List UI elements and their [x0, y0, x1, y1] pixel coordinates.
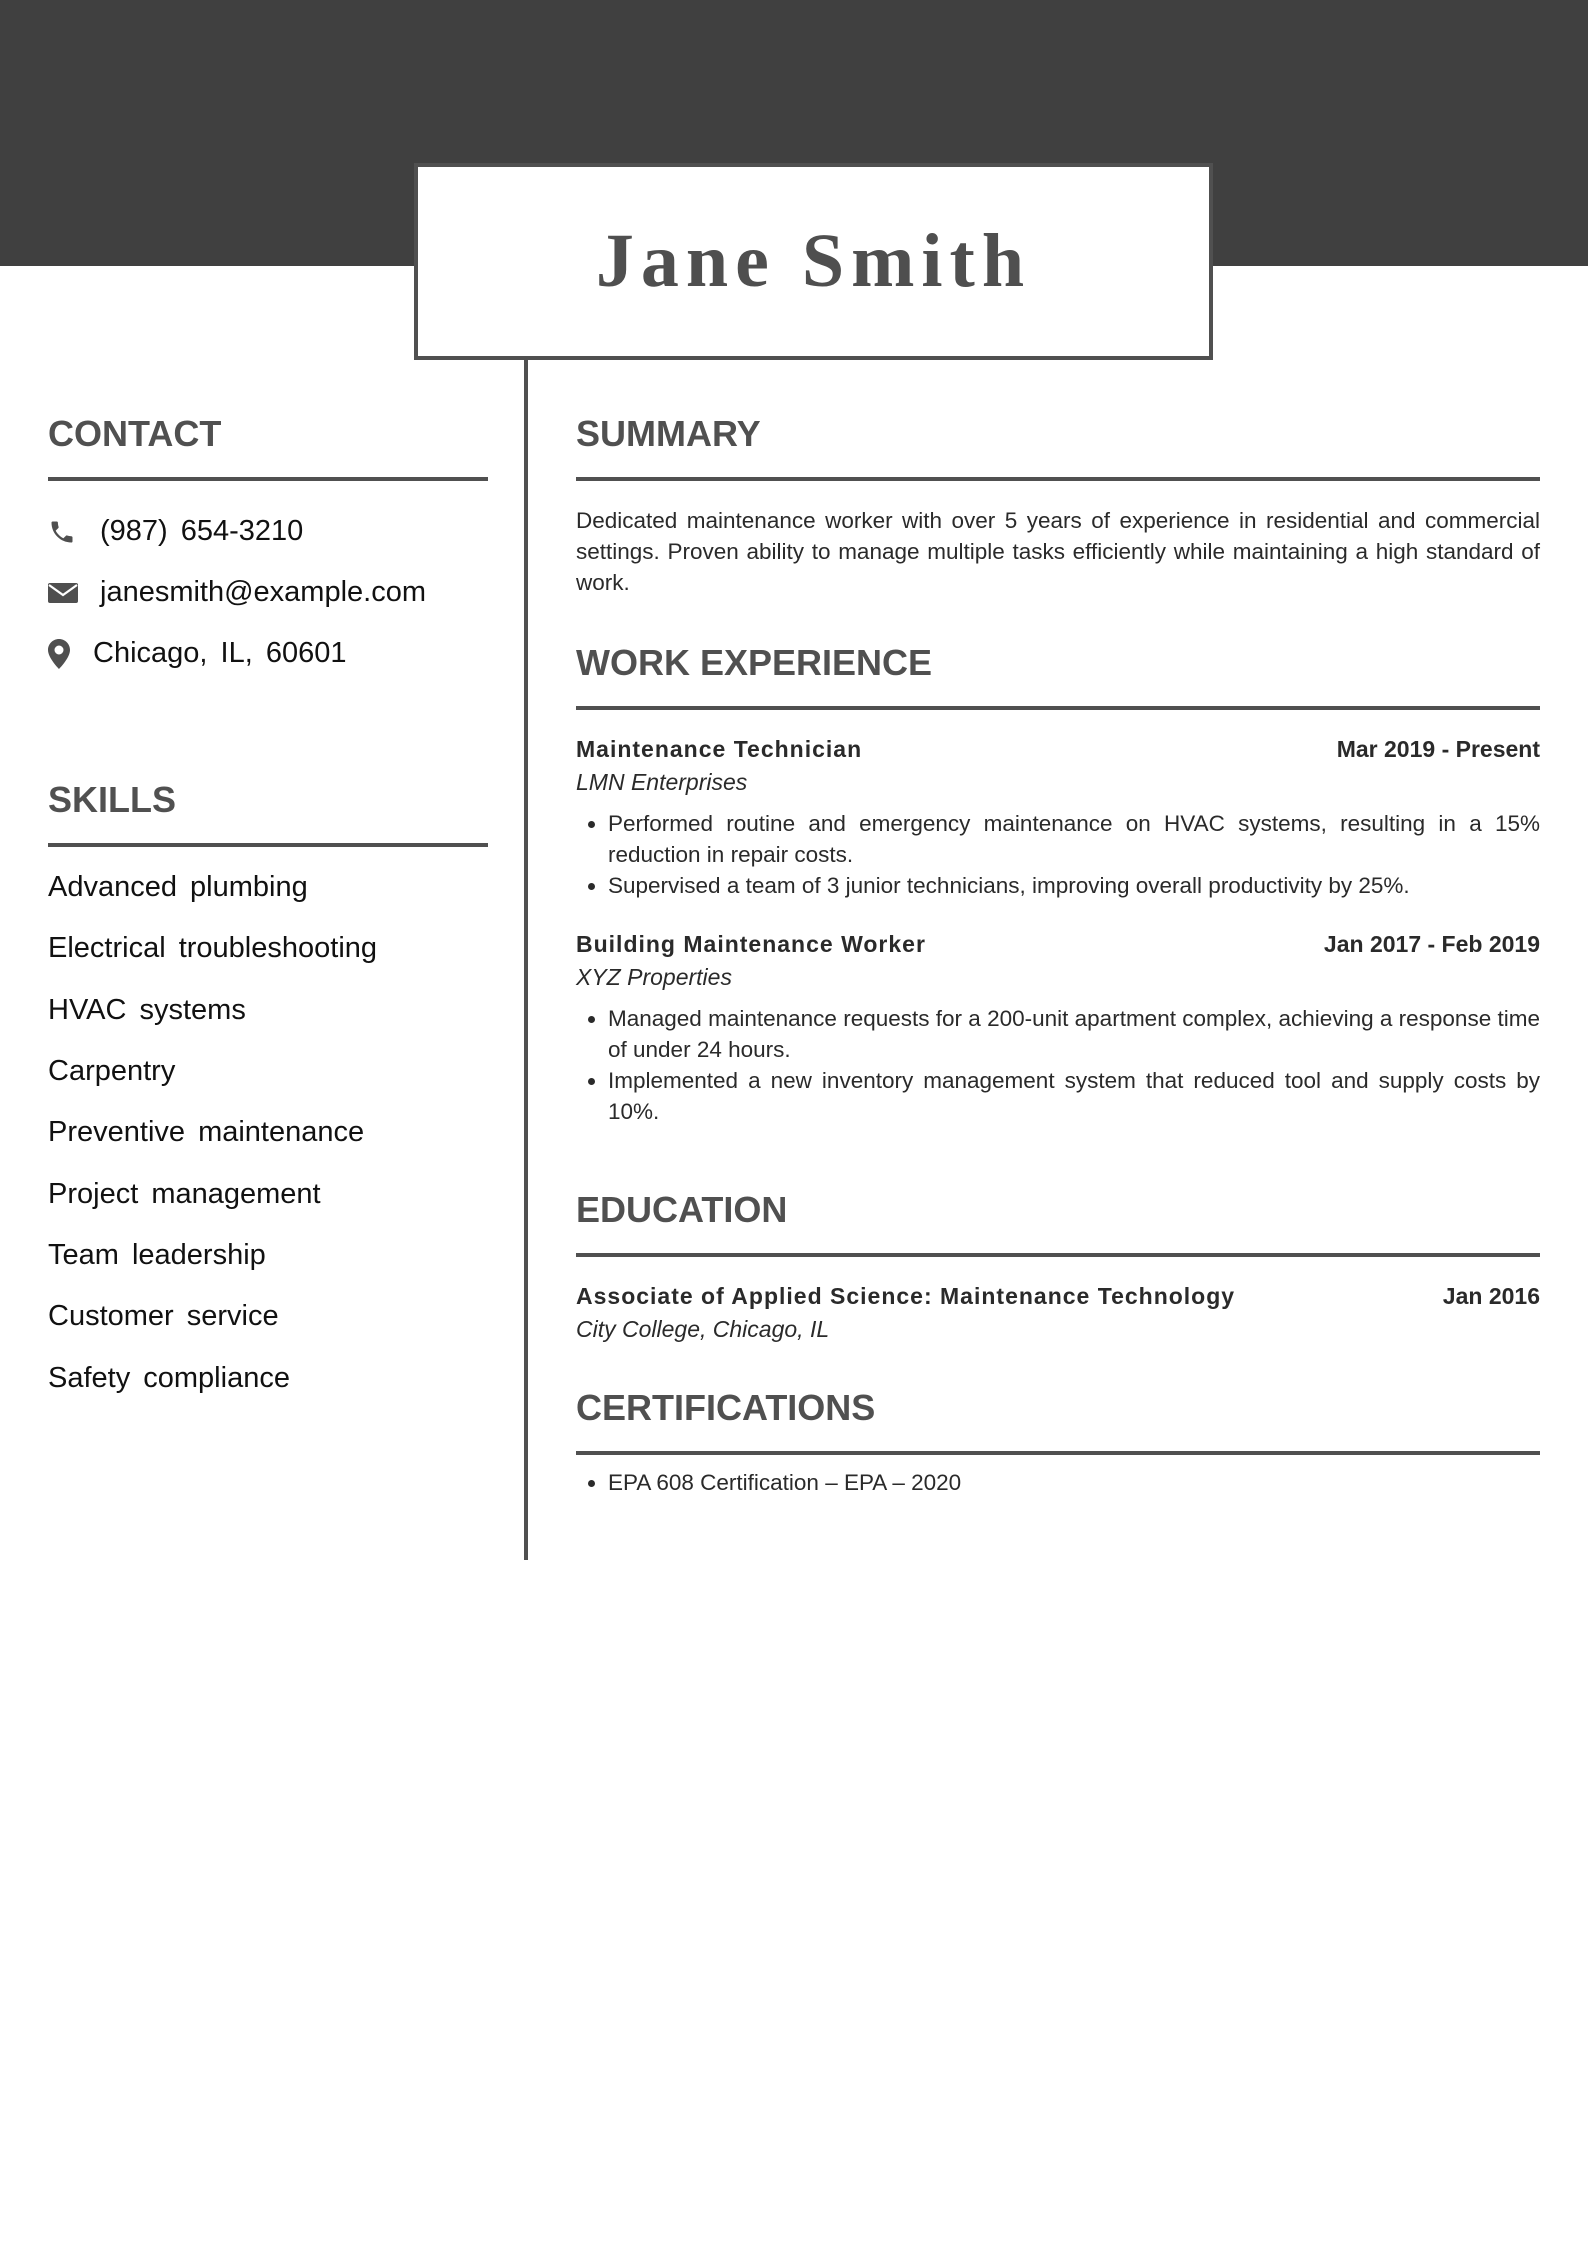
experience-section: [576, 642, 1540, 1127]
job-bullet: • Supervised a team of 3 junior technicians, improving overall productivity by 25%.: [608, 870, 1540, 901]
education-section: [576, 1189, 1540, 1343]
job-bullets: [576, 1003, 1540, 1127]
left-column: [48, 413, 488, 1409]
education-heading: EDUCATION: [576, 1189, 1540, 1257]
name-box: [414, 163, 1213, 360]
job-company: LMN Enterprises: [576, 769, 748, 795]
skill-item: Advanced plumbing: [48, 871, 308, 904]
summary-section: [576, 413, 1540, 598]
skills-heading: SKILLS: [48, 779, 488, 847]
summary-heading: SUMMARY: [576, 413, 1540, 481]
job-title: Maintenance Technician: [576, 736, 863, 762]
job-bullets: [576, 808, 1540, 901]
skill-item: Preventive maintenance: [48, 1116, 365, 1149]
education-date: Jan 2016: [1442, 1283, 1540, 1309]
degree: Associate of Applied Science: Maintenance Technology: [576, 1283, 1236, 1309]
column-divider: [524, 360, 528, 1560]
location-text: Chicago, IL, 60601: [93, 637, 347, 669]
contact-heading: CONTACT: [48, 413, 488, 481]
right-column: [576, 413, 1540, 1498]
job-entry: [576, 931, 1540, 1127]
certification-item: • EPA 608 Certification – EPA – 2020: [608, 1467, 1540, 1498]
map-pin-icon: [48, 639, 93, 669]
email-link[interactable]: janesmith@example.com: [100, 576, 427, 608]
summary-text: Dedicated maintenance worker with over 5 years of experience in residential and commercial settings. Proven ability to manage multiple tasks efficiently while maintaining a high standard of work.: [576, 508, 1540, 595]
contact-section: [48, 413, 488, 684]
certification-list: [576, 1467, 1540, 1498]
skill-item: Team leadership: [48, 1238, 266, 1271]
candidate-name: Jane Smith: [595, 219, 1032, 303]
job-dates: Mar 2019 - Present: [1336, 736, 1540, 762]
certifications-section: [576, 1387, 1540, 1498]
job-bullet: • Performed routine and emergency maintenance on HVAC systems, resulting in a 15% reduction in repair costs.: [608, 808, 1540, 870]
experience-heading: WORK EXPERIENCE: [576, 642, 1540, 710]
job-bullet: • Implemented a new inventory management system that reduced tool and supply costs by 10%.: [608, 1065, 1540, 1127]
skill-item: Project management: [48, 1177, 321, 1210]
job-title: Building Maintenance Worker: [576, 931, 926, 957]
skill-item: HVAC systems: [48, 993, 246, 1026]
contact-phone: [48, 501, 488, 562]
job-dates: Jan 2017 - Feb 2019: [1323, 931, 1540, 957]
job-company: XYZ Properties: [576, 964, 732, 990]
skills-section: [48, 779, 488, 1409]
skill-item: Safety compliance: [48, 1361, 290, 1394]
skill-item: Carpentry: [48, 1055, 176, 1088]
school: City College, Chicago, IL: [576, 1316, 830, 1342]
job-bullet: • Managed maintenance requests for a 200-unit apartment complex, achieving a response time of under 24 hours.: [608, 1003, 1540, 1065]
phone-icon: [48, 518, 100, 546]
contact-email: [48, 562, 488, 623]
skill-item: Customer service: [48, 1300, 279, 1333]
envelope-icon: [48, 581, 100, 605]
job-entry: [576, 736, 1540, 901]
phone-text[interactable]: (987) 654-3210: [100, 515, 304, 547]
skill-item: Electrical troubleshooting: [48, 932, 378, 965]
certifications-heading: CERTIFICATIONS: [576, 1387, 1540, 1455]
contact-location: [48, 623, 488, 684]
